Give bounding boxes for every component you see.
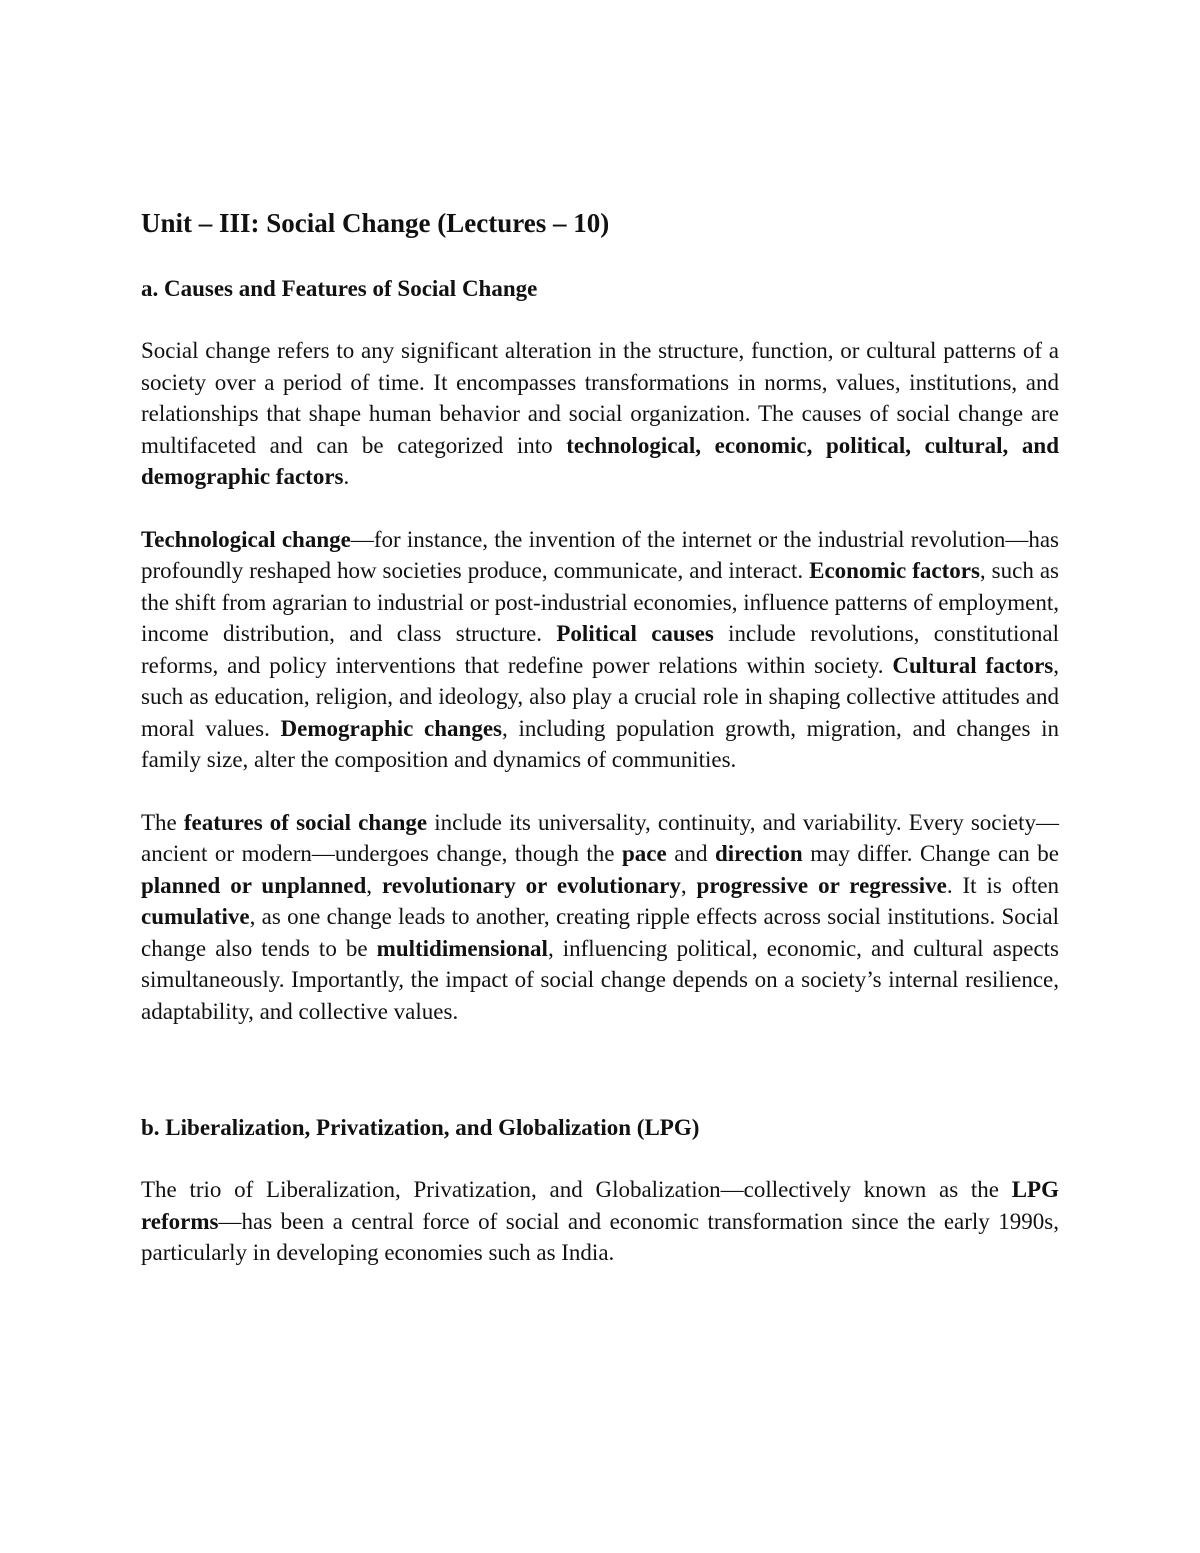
- text-run: .: [343, 464, 350, 489]
- text-run: include its universality, continuity, and variability. Every society—ancient or modern—undergoes change, though the: [141, 809, 1059, 866]
- text-run: , such as education, religion, and ideology, also play a crucial role in shaping collective attitudes and moral values.: [141, 652, 1059, 741]
- bold-term: progressive or regressive: [696, 872, 947, 898]
- bold-term: Cultural factors: [892, 652, 1054, 678]
- bold-term: planned or unplanned: [141, 872, 367, 898]
- bold-term: direction: [714, 841, 803, 866]
- document-title: Unit – III: Social Change (Lectures – 10): [141, 208, 610, 238]
- bold-term: multidimensional: [376, 935, 548, 961]
- section-a-paragraph-3: [141, 807, 1059, 1028]
- text-run: —has been a central force of social and economic transformation since the early 1990s, particularly in developing economies such as India.: [141, 1208, 1059, 1265]
- bold-term: cumulative: [141, 904, 250, 929]
- text-run: Social change refers to any significant alteration in the structure, function, or cultural patterns of a society over a period of time. It encompasses transformations in norms, values, institutions, and relationships that shape human behavior and social organization. The causes of social change are multifaceted and can be categorized into: [141, 338, 1059, 458]
- document-page: [141, 206, 1059, 1300]
- section-a-paragraph-2: [141, 524, 1059, 776]
- text-run: include revolutions, constitutional reforms, and policy interventions that redefine power relations within society.: [141, 621, 1059, 678]
- text-run: , influencing political, economic, and cultural aspects simultaneously. Importantly, the impact of social change depends on a society’s internal resilience, adaptability, and collective values.: [141, 935, 1059, 1024]
- text-run: ,: [366, 872, 382, 898]
- text-run: ,: [680, 872, 697, 898]
- text-run: , such as the shift from agrarian to industrial or post-industrial economies, influence patterns of employment, income distribution, and class structure.: [141, 558, 1059, 646]
- text-run: . It is often: [946, 872, 1060, 898]
- text-run: The: [141, 809, 184, 835]
- text-run: may differ. Change can be: [802, 841, 1059, 866]
- bold-term: LPG reforms: [141, 1177, 1059, 1234]
- bold-term: Political causes: [556, 621, 714, 646]
- section-spacer: [141, 1058, 1059, 1112]
- bold-term: features of social change: [183, 809, 428, 835]
- bold-term: Technological change: [141, 526, 351, 552]
- section-a-heading: a. Causes and Features of Social Change: [141, 276, 538, 301]
- bold-term: pace: [621, 841, 667, 866]
- bold-term: technological, economic, political, cultural, and demographic factors: [141, 432, 1059, 489]
- text-run: , as one change leads to another, creating ripple effects across social institutions. Social change also tends to be: [141, 904, 1059, 961]
- text-run: The trio of Liberalization, Privatization, and Globalization—collectively known as the: [141, 1177, 1012, 1202]
- text-run: —for instance, the invention of the internet or the industrial revolution—has profoundly reshaped how societies produce, communicate, and interact.: [141, 526, 1060, 583]
- text-run: and: [666, 841, 715, 866]
- section-b-heading: b. Liberalization, Privatization, and Globalization (LPG): [141, 1115, 700, 1140]
- text-run: , including population growth, migration, and changes in family size, alter the composition and dynamics of communities.: [141, 715, 1059, 772]
- bold-term: revolutionary or evolutionary: [382, 872, 681, 898]
- section-b-paragraph-1: [141, 1174, 1059, 1269]
- bold-term: Economic factors: [809, 558, 980, 583]
- bold-term: Demographic changes: [280, 715, 503, 741]
- section-a-paragraph-1: [141, 335, 1059, 493]
